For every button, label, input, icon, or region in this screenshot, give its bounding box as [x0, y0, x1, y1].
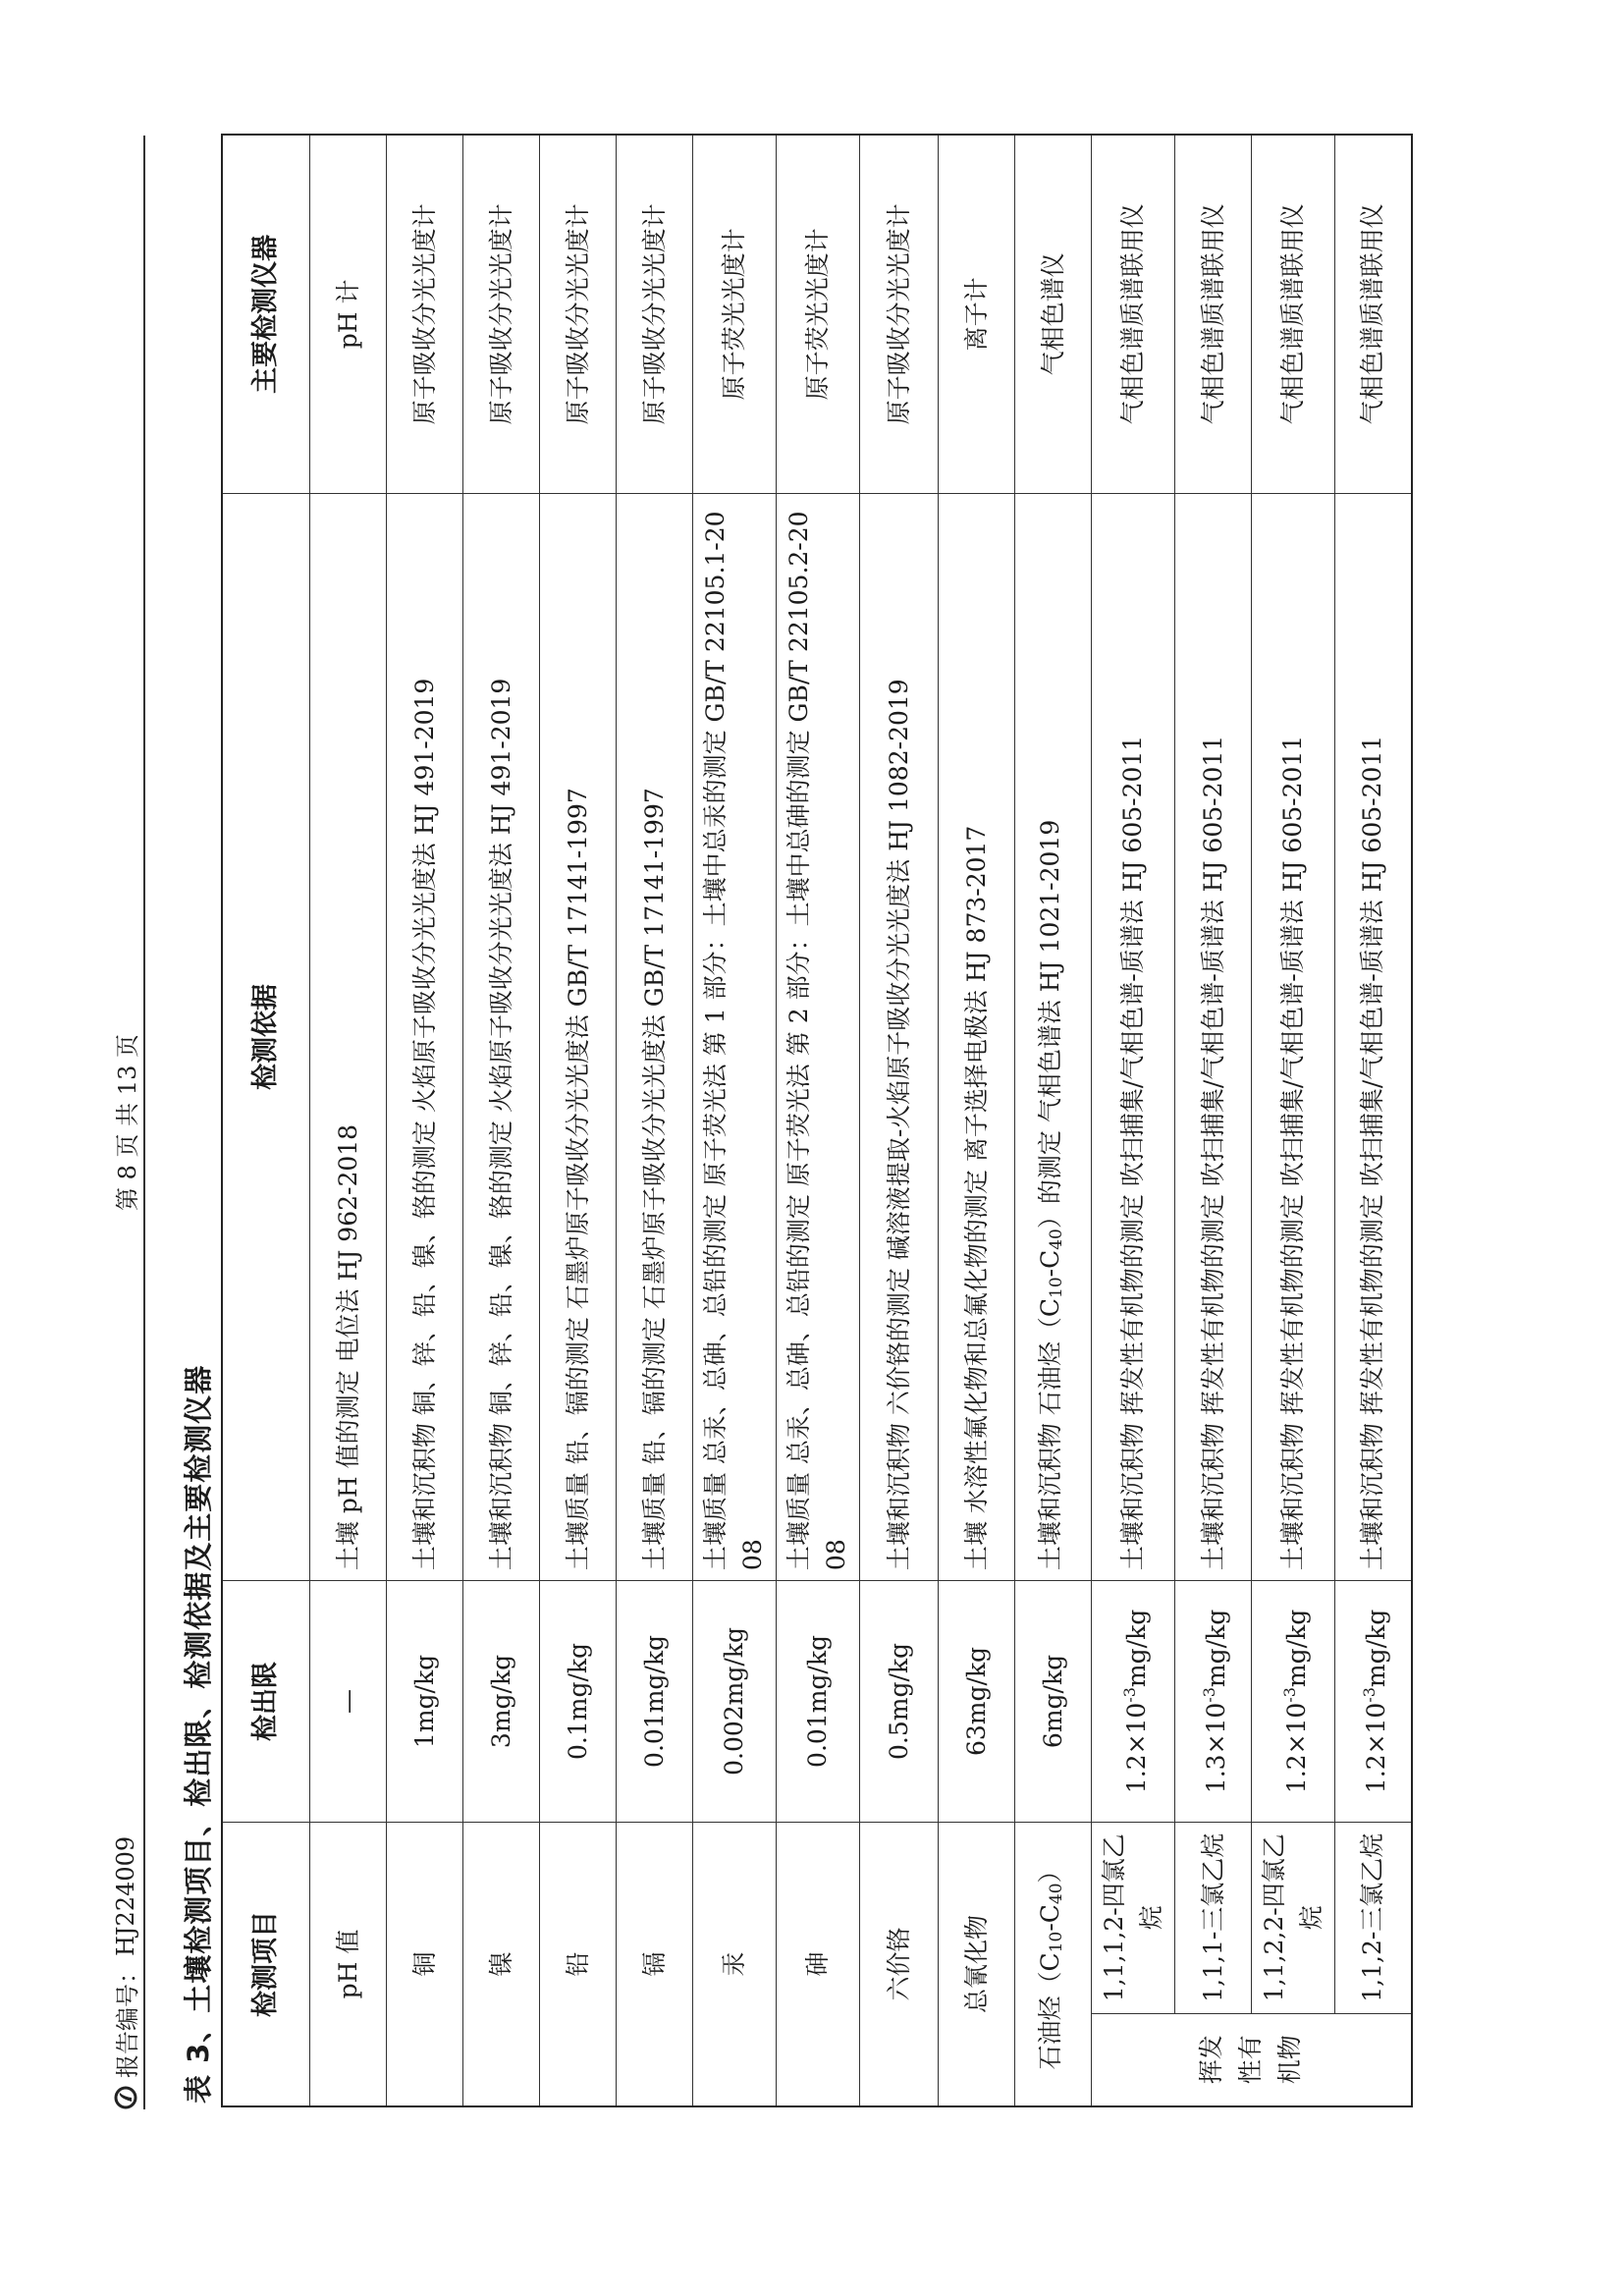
- limit-cell: [1335, 1581, 1412, 1823]
- item-text: 石油烃（C: [1035, 1952, 1064, 2070]
- limit-unit: mg/kg: [1121, 1609, 1151, 1688]
- method-cell: 土壤质量 总汞、总砷、总铅的测定 原子荧光法 第 2 部分：土壤中总砷的测定 GB/T 22105.2-2008: [777, 493, 860, 1580]
- limit-unit: mg/kg: [1281, 1609, 1311, 1688]
- limit-coef: 1.2×10: [1361, 1702, 1390, 1794]
- item-cell: 铜: [387, 1822, 463, 2106]
- method-cell: 土壤质量 总汞、总砷、总铅的测定 原子荧光法 第 1 部分：土壤中总汞的测定 GB/T 22105.1-2008: [693, 493, 777, 1580]
- method-cell: 土壤质量 铅、镉的测定 石墨炉原子吸收分光光度法 GB/T 17141-1997: [617, 493, 693, 1580]
- table-row: [939, 135, 1015, 2106]
- header-divider: [143, 136, 145, 2109]
- limit-exponent: -3: [1279, 1687, 1299, 1703]
- table-title: 表 3、土壤检测项目、检出限、检测依据及主要检测仪器: [182, 1364, 215, 2104]
- instrument-cell: 气相色谱质谱联用仪: [1092, 135, 1175, 493]
- instrument-cell: 原子吸收分光光度计: [617, 135, 693, 493]
- item-cell: 镍: [463, 1822, 540, 2106]
- instrument-cell: 原子吸收分光光度计: [540, 135, 617, 493]
- table-container: [221, 134, 1413, 2107]
- limit-cell: 63mg/kg: [939, 1581, 1015, 1823]
- instrument-cell: 原子吸收分光光度计: [463, 135, 540, 493]
- method-cell: 土壤和沉积物 挥发性有机物的测定 吹扫捕集/气相色谱-质谱法 HJ 605-2011: [1252, 493, 1335, 1580]
- limit-cell: 3mg/kg: [463, 1581, 540, 1823]
- method-cell: 土壤 pH 值的测定 电位法 HJ 962-2018: [310, 493, 387, 1580]
- item-cell: 砷: [777, 1822, 860, 2106]
- header-instrument: 主要检测仪器: [222, 135, 310, 493]
- item-cell: 镉: [617, 1822, 693, 2106]
- instrument-cell: 原子吸收分光光度计: [860, 135, 939, 493]
- item-subscript: 10: [1046, 1931, 1066, 1953]
- limit-cell: 6mg/kg: [1015, 1581, 1092, 1823]
- report-number-label: 报告编号：: [114, 1960, 141, 2078]
- table-row: [1015, 135, 1092, 2106]
- method-cell: 土壤质量 铅、镉的测定 石墨炉原子吸收分光光度法 GB/T 17141-1997: [540, 493, 617, 1580]
- table-row: [1175, 135, 1252, 2106]
- method-text: 土壤和沉积物 石油烃（C: [1035, 1297, 1064, 1571]
- limit-exponent: -3: [1359, 1687, 1379, 1703]
- instrument-cell: 气相色谱质谱联用仪: [1252, 135, 1335, 493]
- method-cell: [1015, 493, 1092, 1580]
- header-limit: 检出限: [222, 1581, 310, 1823]
- instrument-cell: 离子计: [939, 135, 1015, 493]
- table-row: [617, 135, 693, 2106]
- table-row: [1092, 135, 1175, 2106]
- voc-group-label: 挥发性有机物: [1092, 2013, 1412, 2106]
- table-row: [540, 135, 617, 2106]
- item-cell: [1015, 1822, 1092, 2106]
- item-cell: 汞: [693, 1822, 777, 2106]
- instrument-cell: 气相色谱质谱联用仪: [1175, 135, 1252, 493]
- limit-unit: mg/kg: [1202, 1609, 1230, 1688]
- item-cell: 总氰化物: [939, 1822, 1015, 2106]
- limit-cell: 0.002mg/kg: [693, 1581, 777, 1823]
- page-header: [98, 136, 145, 2109]
- method-cell: 土壤和沉积物 挥发性有机物的测定 吹扫捕集/气相色谱-质谱法 HJ 605-2011: [1092, 493, 1175, 1580]
- item-cell: 1,1,1-三氯乙烷: [1175, 1822, 1252, 2013]
- limit-cell: 0.1mg/kg: [540, 1581, 617, 1823]
- item-cell: 1,1,1,2-四氯乙烷: [1092, 1822, 1175, 2013]
- limit-exponent: -3: [1119, 1687, 1139, 1703]
- instrument-cell: 气相色谱仪: [1015, 135, 1092, 493]
- report-number-value: HJ224009: [111, 1835, 139, 1956]
- table-row: [1252, 135, 1335, 2106]
- instrument-cell: 原子吸收分光光度计: [387, 135, 463, 493]
- item-cell: pH 值: [310, 1822, 387, 2106]
- method-cell: 土壤和沉积物 挥发性有机物的测定 吹扫捕集/气相色谱-质谱法 HJ 605-2011: [1175, 493, 1252, 1580]
- limit-cell: [1092, 1581, 1175, 1823]
- table-row: [463, 135, 540, 2106]
- limit-coef: 1.2×10: [1281, 1702, 1311, 1794]
- table-row: [860, 135, 939, 2106]
- limit-exponent: -3: [1200, 1687, 1218, 1703]
- limit-unit: mg/kg: [1361, 1609, 1390, 1688]
- method-cell: 土壤和沉积物 六价铬的测定 碱溶液提取-火焰原子吸收分光光度法 HJ 1082-2019: [860, 493, 939, 1580]
- limit-cell: —: [310, 1581, 387, 1823]
- instrument-cell: 气相色谱质谱联用仪: [1335, 135, 1412, 493]
- instrument-cell: 原子荧光光度计: [777, 135, 860, 493]
- instrument-cell: pH 计: [310, 135, 387, 493]
- header-item: 检测项目: [222, 1822, 310, 2106]
- item-cell: 铅: [540, 1822, 617, 2106]
- instrument-cell: 原子荧光光度计: [693, 135, 777, 493]
- item-text: -C: [1035, 1904, 1064, 1932]
- limit-coef: 1.2×10: [1121, 1702, 1151, 1794]
- method-cell: 土壤和沉积物 挥发性有机物的测定 吹扫捕集/气相色谱-质谱法 HJ 605-2011: [1335, 493, 1412, 1580]
- header-method: 检测依据: [222, 493, 310, 1580]
- table-header-row: [222, 135, 310, 2106]
- method-text: -C: [1035, 1249, 1064, 1278]
- table-row: [777, 135, 860, 2106]
- table-row: [387, 135, 463, 2106]
- page-number: 第 8 页 共 13 页: [114, 1034, 141, 1211]
- table-row: [1335, 135, 1412, 2106]
- item-text: ）: [1035, 1858, 1064, 1884]
- limit-cell: [1175, 1581, 1252, 1823]
- method-cell: 土壤 水溶性氟化物和总氟化物的测定 离子选择电极法 HJ 873-2017: [939, 493, 1015, 1580]
- limit-cell: 0.5mg/kg: [860, 1581, 939, 1823]
- limit-cell: [1252, 1581, 1335, 1823]
- soil-test-table: [221, 134, 1413, 2107]
- limit-cell: 0.01mg/kg: [777, 1581, 860, 1823]
- method-cell: 土壤和沉积物 铜、锌、铅、镍、铬的测定 火焰原子吸收分光光度法 HJ 491-2019: [463, 493, 540, 1580]
- method-cell: 土壤和沉积物 铜、锌、铅、镍、铬的测定 火焰原子吸收分光光度法 HJ 491-2019: [387, 493, 463, 1580]
- limit-cell: 1mg/kg: [387, 1581, 463, 1823]
- item-cell: 六价铬: [860, 1822, 939, 2106]
- item-subscript: 40: [1046, 1883, 1066, 1905]
- method-text: ）的测定 气相色谱法 HJ 1021-2019: [1035, 819, 1064, 1230]
- limit-cell: 0.01mg/kg: [617, 1581, 693, 1823]
- table-row: [693, 135, 777, 2106]
- method-subscript: 40: [1046, 1229, 1066, 1250]
- limit-coef: 1.3×10: [1202, 1702, 1230, 1794]
- method-subscript: 10: [1046, 1277, 1066, 1298]
- item-cell: 1,1,2,2-四氯乙烷: [1252, 1822, 1335, 2013]
- item-cell: 1,1,2-三氯乙烷: [1335, 1822, 1412, 2013]
- table-row: [310, 135, 387, 2106]
